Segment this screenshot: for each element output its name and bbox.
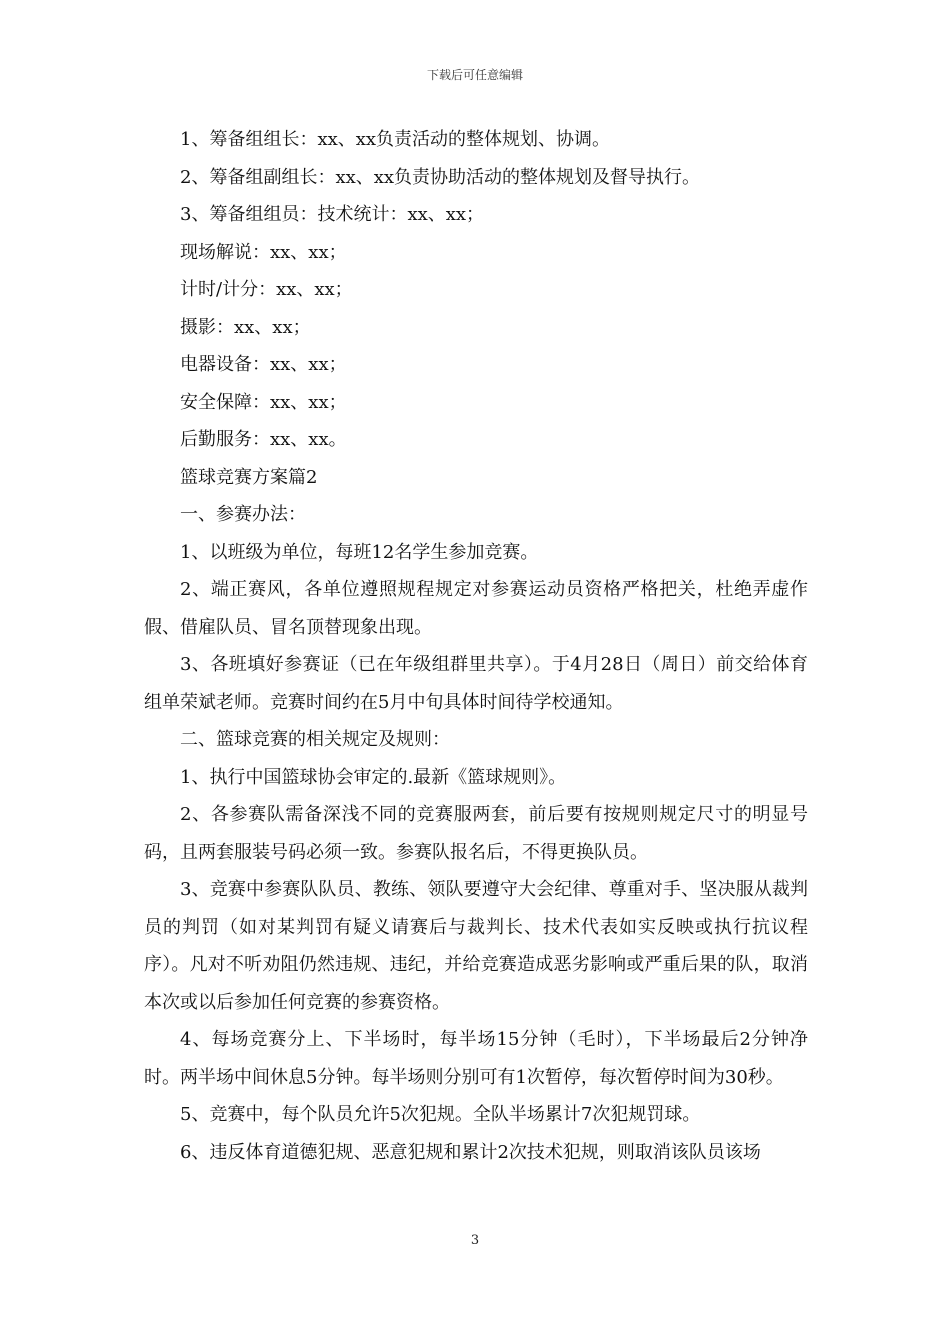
paragraph: 1、执行中国篮球协会审定的.最新《篮球规则》。 <box>180 766 567 788</box>
paragraph: 后勤服务：xx、xx。 <box>180 429 347 450</box>
section-heading: 一、参赛办法： <box>180 504 306 525</box>
paragraph: 现场解说：xx、xx； <box>180 241 347 263</box>
paragraph: 3、竞赛中参赛队队员、教练、领队要遵守大会纪律、尊重对手、坚决服从裁判员的判罚（如对某判罚有疑义请赛后与裁判长、技术代表如实反映或执行抗议程序）。凡对不听劝阻仍然违规、违纪，并给竞赛造成恶劣影响或严重后果的队，取消本次或以后参加任何竞赛的参赛资格。 <box>144 879 808 1013</box>
paragraph: 2、各参赛队需备深浅不同的竞赛服两套，前后要有按规则规定尺寸的明显号码，且两套服装号码必须一致。参赛队报名后，不得更换队员。 <box>144 804 808 863</box>
paragraph: 电器设备：xx、xx； <box>180 354 347 375</box>
paragraph: 3、筹备组组员：技术统计：xx、xx； <box>180 204 485 225</box>
document-body <box>144 121 808 1171</box>
paragraph: 安全保障：xx、xx； <box>180 391 347 413</box>
paragraph: 1、以班级为单位，每班12名学生参加竞赛。 <box>180 541 539 563</box>
paragraph: 6、违反体育道德犯规、恶意犯规和累计2次技术犯规，则取消该队员该场 <box>180 1141 761 1163</box>
paragraph: 3、各班填好参赛证（已在年级组群里共享）。于4月28日（周日）前交给体育组单荣斌老师。竞赛时间约在5月中旬具体时间待学校通知。 <box>144 654 808 713</box>
paragraph: 计时/计分：xx、xx； <box>180 279 353 300</box>
header-note: 下载后可任意编辑 <box>426 68 523 82</box>
section-title: 篮球竞赛方案篇2 <box>180 466 318 488</box>
paragraph: 5、竞赛中，每个队员允许5次犯规。全队半场累计7次犯规罚球。 <box>180 1104 701 1125</box>
paragraph: 2、端正赛风，各单位遵照规程规定对参赛运动员资格严格把关，杜绝弄虚作假、借雇队员、冒名顶替现象出现。 <box>144 579 808 638</box>
section-heading: 二、篮球竞赛的相关规定及规则： <box>180 729 450 750</box>
paragraph: 2、筹备组副组长：xx、xx负责协助活动的整体规划及督导执行。 <box>180 166 701 188</box>
page-number: 3 <box>470 1233 480 1248</box>
paragraph: 4、每场竞赛分上、下半场时，每半场15分钟（毛时），下半场最后2分钟净时。两半场中间休息5分钟。每半场则分别可有1次暂停，每次暂停时间为30秒。 <box>144 1029 808 1088</box>
paragraph: 1、筹备组组长：xx、xx负责活动的整体规划、协调。 <box>180 129 611 150</box>
paragraph: 摄影：xx、xx； <box>180 316 311 338</box>
